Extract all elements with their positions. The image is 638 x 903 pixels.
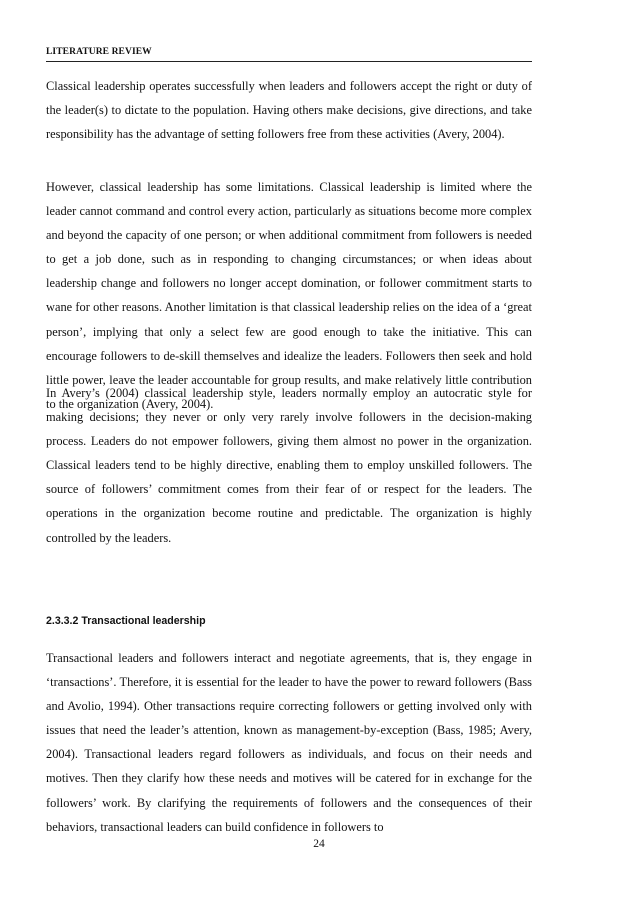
section-heading: 2.3.3.2 Transactional leadership <box>46 615 206 627</box>
header-divider <box>46 61 532 62</box>
paragraph-text: In Avery’s (2004) classical leadership style, leaders normally employ an autocratic style for making decisions; they never or only very rarely involve followers in the decision-making process. Leaders do not empower followers, giving them almost no power in the organization. Classical leaders tend to be highly directive, enabling them to employ unskilled followers. The source of followers’ commitment comes from their fear of or respect for the leaders. The operations in the organization become routine and predictable. The organization is highly controlled by the leaders. <box>46 386 532 545</box>
running-header: LITERATURE REVIEW <box>46 47 152 57</box>
paragraph-text: Transactional leaders and followers interact and negotiate agreements, that is, they engage in ‘transactions’. Therefore, it is essential for the leader to have the power to reward followers (Bass and Avolio, 1994). Other transactions require correcting followers or getting involved only with issues that need the leader’s attention, known as management-by-exception (Bass, 1985; Avery, 2004). Transactional leaders regard followers as individuals, and focus on their needs and motives. Then they clarify how these needs and motives will be catered for in exchange for the followers’ work. By clarifying the requirements of followers and the consequences of their behaviors, transactional leaders can build confidence in followers to <box>46 651 532 834</box>
paragraph-transactional <box>46 646 532 839</box>
paragraph-classical-intro <box>46 74 532 146</box>
page-number: 24 <box>313 838 325 850</box>
paragraph-text: Classical leadership operates successfully when leaders and followers accept the right or duty of the leader(s) to dictate to the population. Having others make decisions, give directions, and take responsibility has the advantage of setting followers free from these activities (Avery, 2004). <box>46 79 532 142</box>
paragraph-classical-limitations <box>46 175 532 416</box>
paragraph-text: However, classical leadership has some limitations. Classical leadership is limited where the leader cannot command and control every action, particularly as situations become more complex and beyond the capacity of one person; or when additional commitment from followers is needed to get a job done, such as in responding to changing circumstances; or when ideas about leadership change and followers no longer accept domination, or follower commitment starts to wane for other reasons. Another limitation is that classical leadership relies on the idea of a ‘great person’, implying that only a select few are good enough to take the initiative. This can encourage followers to de-skill themselves and idealize the leaders. Followers then seek and hold little power, leave the leader accountable for group results, and make relatively little contribution to the organization (Avery, 2004). <box>46 180 532 411</box>
paragraph-avery-style <box>46 381 532 550</box>
